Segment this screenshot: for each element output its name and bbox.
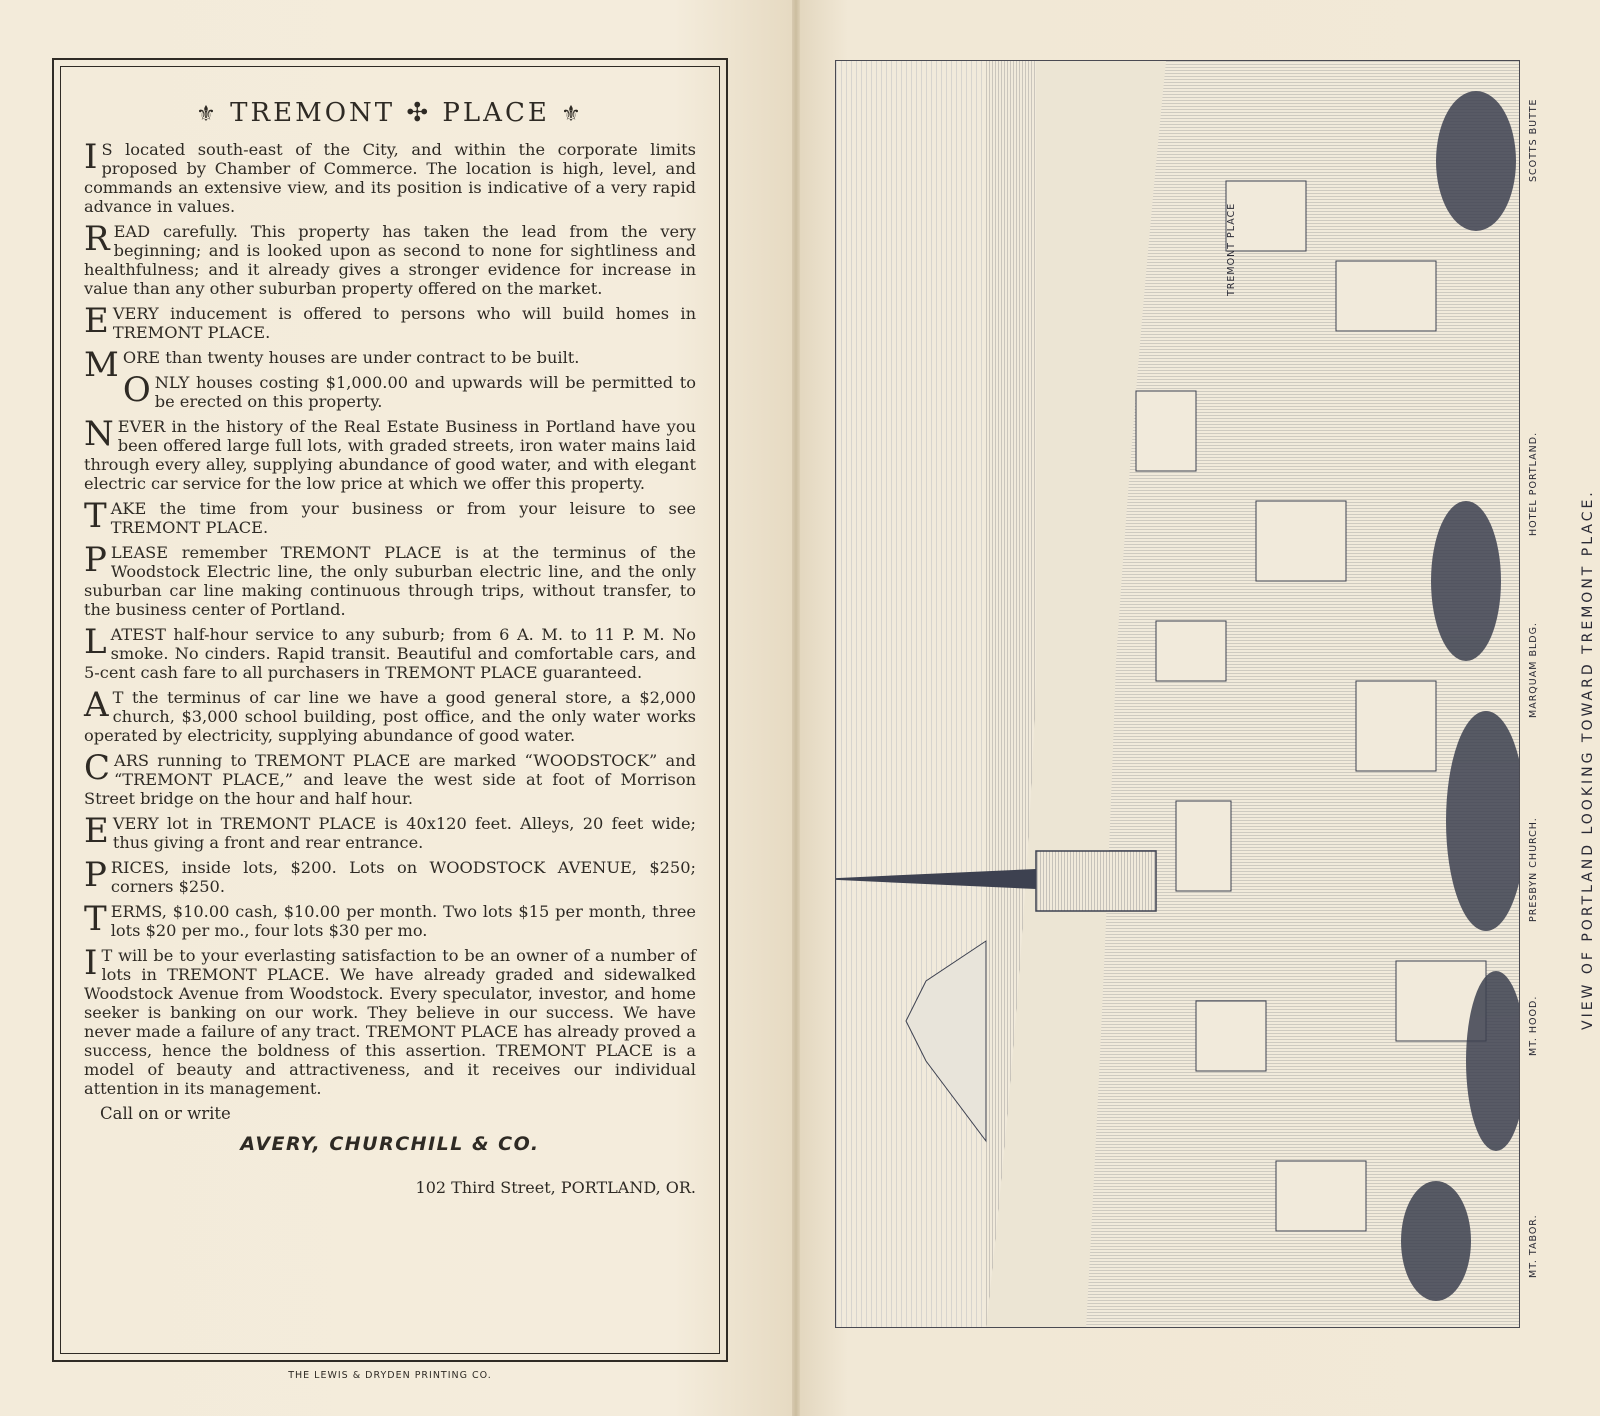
- label-scotts-butte: SCOTTS BUTTE: [1528, 98, 1539, 182]
- paragraph-text: LEASE remember TREMONT PLACE is at the terminus of the Woodstock Electric line, the only suburban electric line, and the only suburban car line making continuous through trips, without transfer, to the business center of Portland.: [84, 543, 696, 619]
- paragraph-text: ERMS, $10.00 cash, $10.00 per month. Two lots $15 per month, three lots $20 per mo., four lots $30 per mo.: [110, 902, 696, 940]
- call-on-or-write: Call on or write: [100, 1104, 231, 1123]
- drop-cap: O: [122, 370, 151, 410]
- label-marquam-bldg: MARQUAM BLDG.: [1528, 622, 1539, 718]
- brochure-left-page: [0, 0, 792, 1416]
- paragraph-text: RICES, inside lots, $200. Lots on WOODSTOCK AVENUE, $250; corners $250.: [110, 858, 696, 896]
- paragraph: [84, 855, 696, 896]
- page-title: [54, 98, 726, 128]
- drop-cap: I: [84, 943, 98, 983]
- paragraph-text: ARS running to TREMONT PLACE are marked “WOODSTOCK” and “TREMONT PLACE,” and leave the west side at foot of Morrison Street bridge on the hour and half hour.: [84, 751, 696, 808]
- paragraph: [84, 943, 696, 1098]
- engraving-illustration: [836, 61, 1520, 1328]
- paragraph-text: EVER in the history of the Real Estate Business in Portland have you been offered large full lots, with graded streets, iron water mains laid through every alley, supplying abundance of good water, and with elegant electric car service for the low price at which we offer this property.: [84, 417, 696, 493]
- drop-cap: E: [84, 301, 109, 341]
- paragraph-text: ATEST half-hour service to any suburb; from 6 A. M. to 11 P. M. No smoke. No cinders. Rapid transit. Beautiful and comfortable cars, and 5-cent cash fare to all purchasers in TREMONT PLACE guaranteed.: [84, 625, 696, 682]
- drop-cap: C: [84, 748, 111, 788]
- drop-cap: N: [84, 414, 114, 454]
- drop-cap: T: [84, 899, 107, 939]
- label-tremont-place: TREMONT PLACE: [1226, 202, 1237, 296]
- paragraph: [84, 345, 696, 385]
- paragraph: [84, 370, 696, 411]
- paragraph-text: VERY lot in TREMONT PLACE is 40x120 feet. Alleys, 20 feet wide; thus giving a front and rear entrance.: [112, 814, 696, 852]
- paragraph: [84, 540, 696, 619]
- portland-engraving: [835, 60, 1520, 1328]
- paragraph-text: S located south-east of the City, and within the corporate limits proposed by Chamber of Commerce. The location is high, level, and commands an extensive view, and its position is indicative of a very rapid advance in values.: [84, 140, 696, 216]
- paragraph: [84, 301, 696, 342]
- paragraph: [84, 748, 696, 808]
- paragraph: [84, 137, 696, 216]
- drop-cap: P: [84, 540, 107, 580]
- paragraph-text: ORE than twenty houses are under contract to be built.: [122, 348, 580, 367]
- label-presbyn-church: PRESBYN CHURCH.: [1528, 817, 1539, 922]
- page-fold: [792, 0, 800, 1416]
- drop-cap: E: [84, 811, 109, 851]
- paragraph: [84, 811, 696, 852]
- engraving-caption: VIEW OF PORTLAND LOOKING TOWARD TREMONT PLACE.: [1580, 489, 1596, 1030]
- drop-cap: P: [84, 855, 107, 895]
- paragraph-text: T the terminus of car line we have a good general store, a $2,000 church, $3,000 school building, post office, and the only water works operated by electricity, supplying abundance of good water.: [84, 688, 696, 745]
- fleur-left-icon: ⚜: [196, 102, 219, 127]
- paragraph: [84, 685, 696, 745]
- paragraph-text: T will be to your everlasting satisfaction to be an owner of a number of lots in TREMONT PLACE. We have already graded and sidewalked Woodstock Avenue from Woodstock. Every speculator, investor, and home seeker is banking on our work. They believe in our success. We have never made a failure of any tract. TREMONT PLACE has already proved a success, hence the boldness of this assertion. TREMONT PLACE is a model of beauty and attractiveness, and it receives our individual attention in its management.: [84, 946, 696, 1098]
- fleur-right-icon: ⚜: [561, 102, 584, 127]
- drop-cap: A: [84, 685, 109, 725]
- label-hotel-portland: HOTEL PORTLAND.: [1528, 431, 1539, 536]
- paragraph: [84, 219, 696, 298]
- drop-cap: T: [84, 496, 107, 536]
- drop-cap: L: [84, 622, 107, 662]
- sky: [836, 61, 986, 1328]
- company-address: 102 Third Street, PORTLAND, OR.: [415, 1178, 696, 1197]
- label-mt-hood: MT. HOOD.: [1528, 995, 1539, 1056]
- drop-cap: R: [84, 219, 110, 259]
- paragraph: [84, 496, 696, 537]
- paragraph-text: VERY inducement is offered to persons who will build homes in TREMONT PLACE.: [112, 304, 696, 342]
- paragraph: [84, 414, 696, 493]
- paragraph: [84, 899, 696, 940]
- paragraph-text: EAD carefully. This property has taken the lead from the very beginning; and is looked upon as second to none for sightliness and healthfulness; and it already gives a stronger evidence for increase in value than any other suburban property offered on the market.: [84, 222, 696, 298]
- paragraph-text: AKE the time from your business or from your leisure to see TREMONT PLACE.: [110, 499, 696, 537]
- paragraph-text: NLY houses costing $1,000.00 and upwards will be permitted to be erected on this property.: [154, 373, 696, 411]
- company-name: AVERY, CHURCHILL & CO.: [240, 1133, 540, 1155]
- text-frame: [52, 58, 728, 1362]
- body-text: [84, 137, 696, 1197]
- title-text: TREMONT ✣ PLACE: [230, 98, 550, 128]
- drop-cap: I: [84, 137, 98, 177]
- drop-cap: M: [84, 345, 119, 385]
- paragraph: [84, 622, 696, 682]
- label-mt-tabor: MT. TABOR.: [1528, 1214, 1539, 1278]
- printer-credit: THE LEWIS & DRYDEN PRINTING CO.: [288, 1370, 492, 1381]
